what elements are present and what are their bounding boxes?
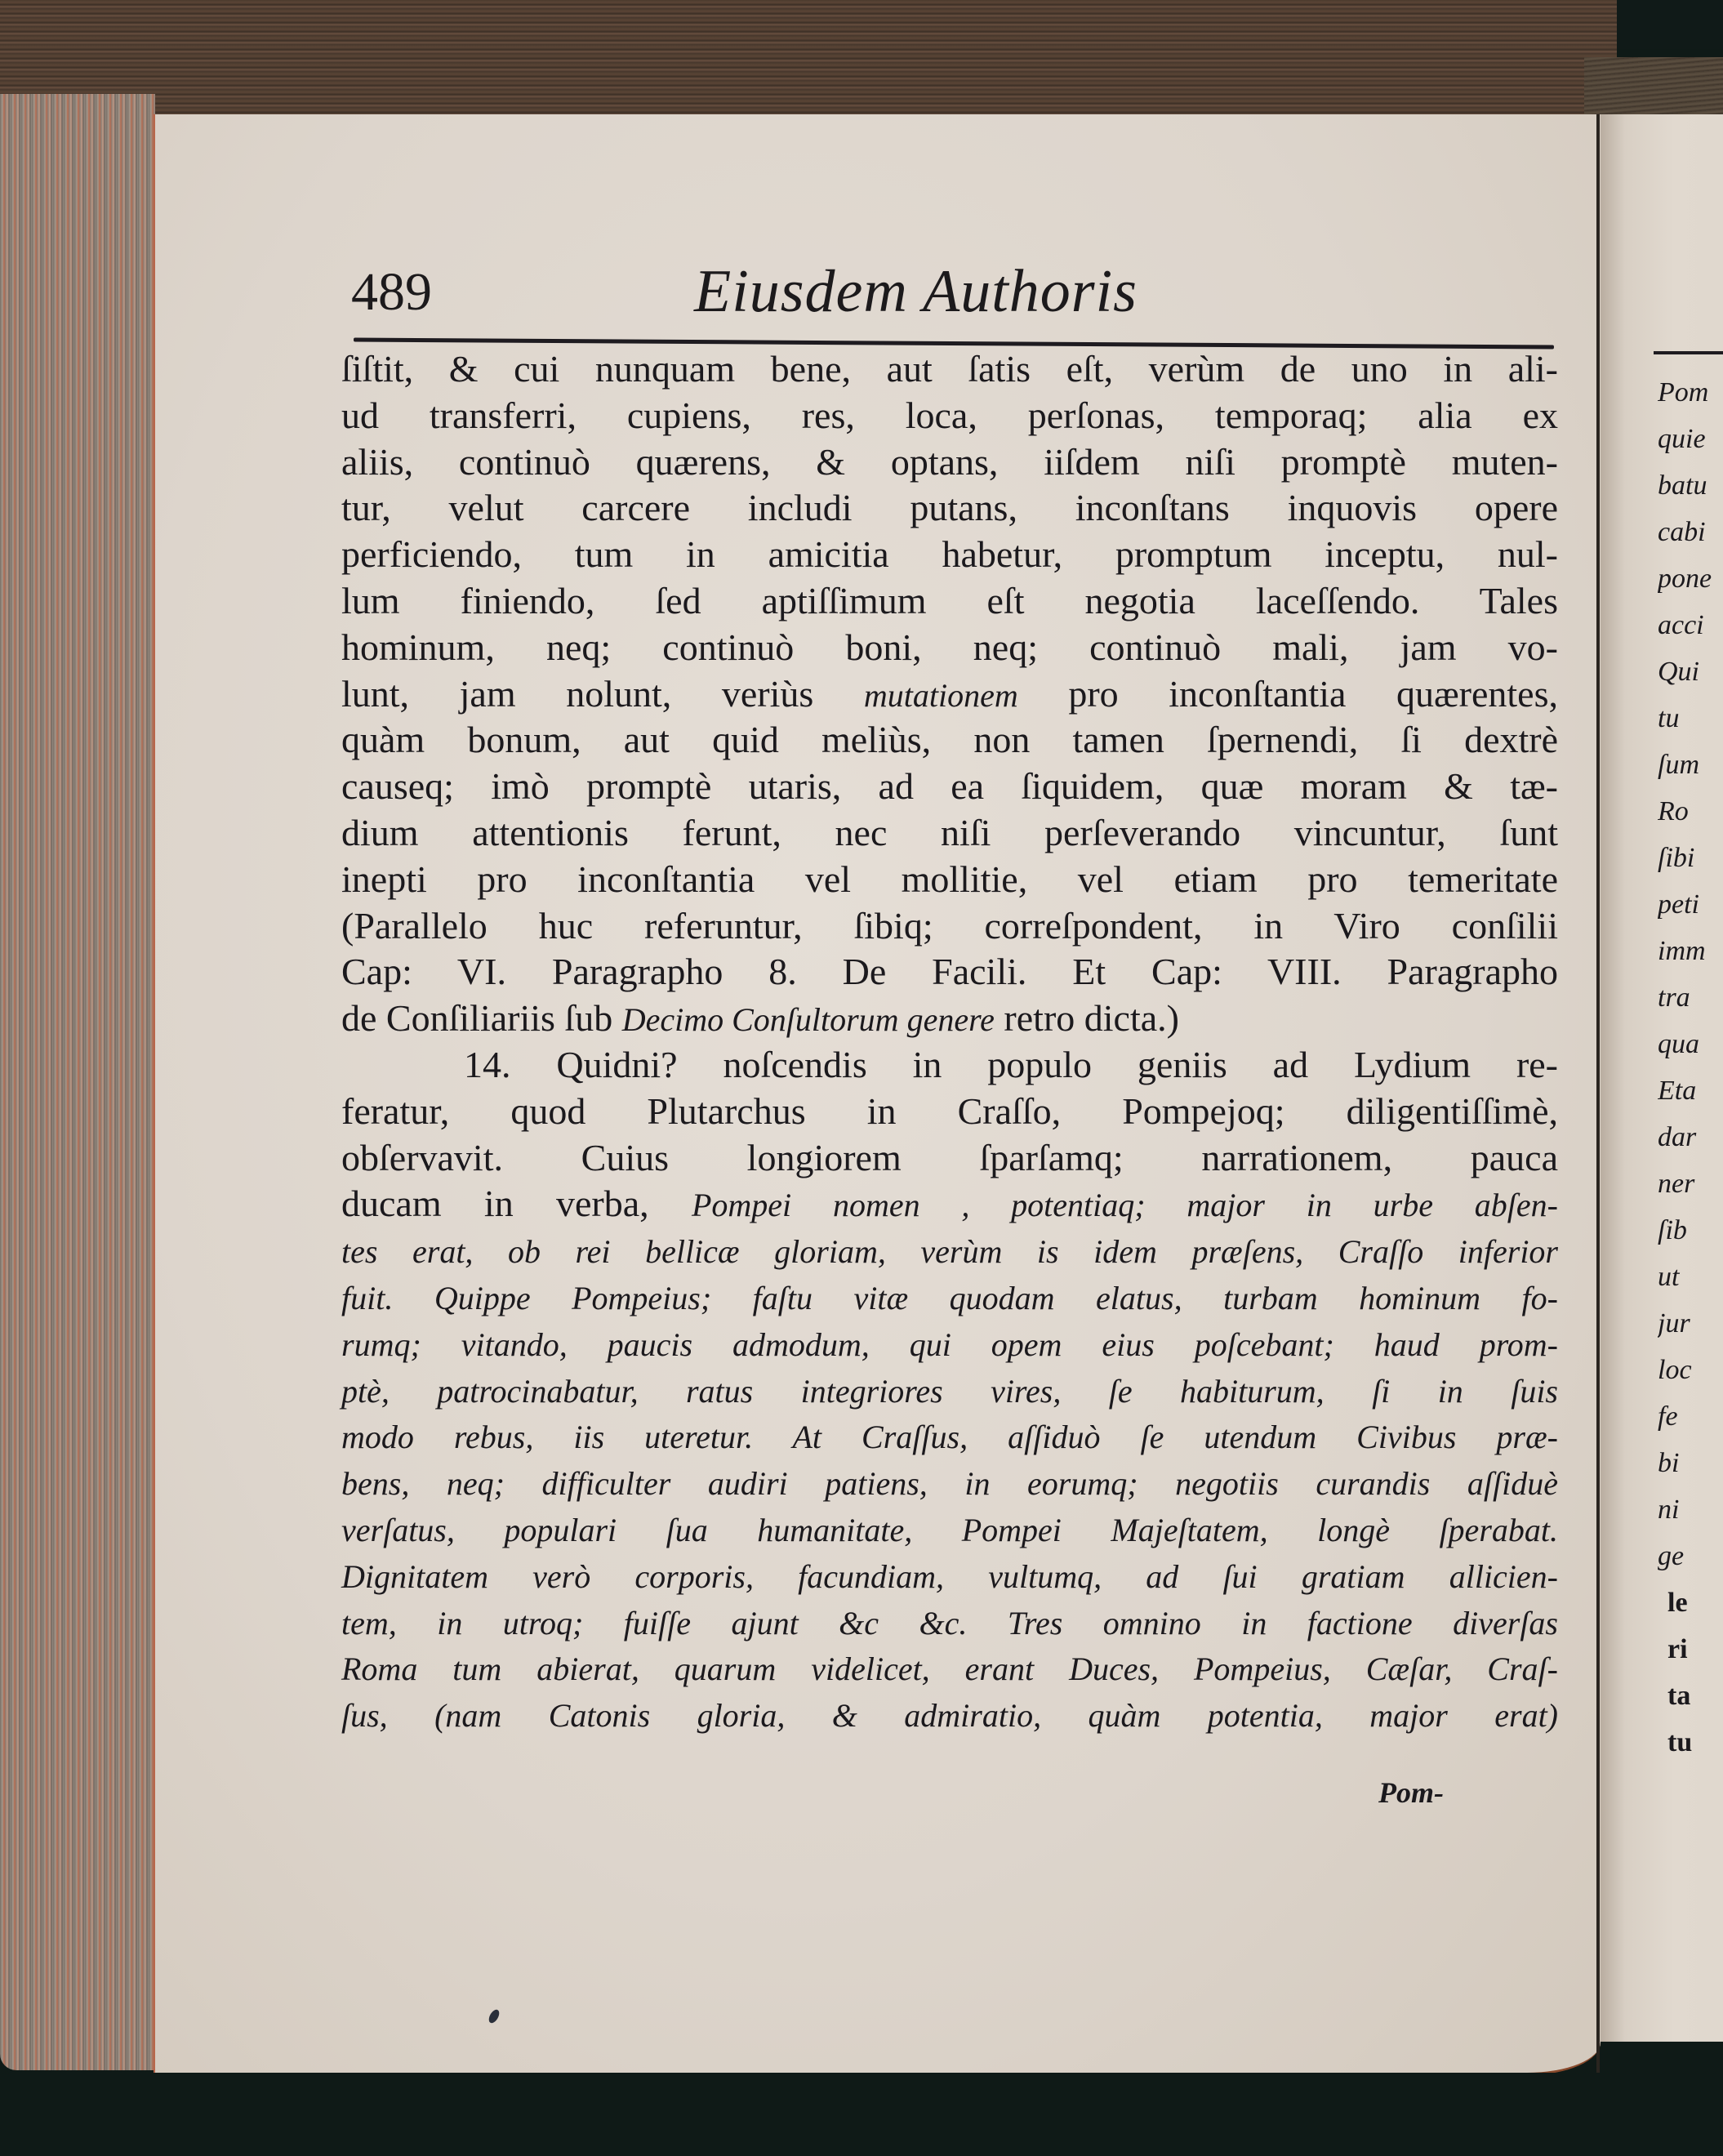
right-page-line-fragment: bi bbox=[1658, 1448, 1680, 1478]
italic-text-segment: tem, in utroq; fuiſſe ajunt &c &c. Tres omnino in factione diverſas bbox=[341, 1604, 1558, 1642]
text-line bbox=[341, 810, 1558, 857]
page-number: 489 bbox=[351, 262, 432, 322]
page-header bbox=[351, 257, 1560, 335]
text-segment: causeq; imò promptè utaris, ad ea ſiquidem, quæ moram & tæ- bbox=[341, 765, 1558, 808]
book-gutter bbox=[1596, 114, 1600, 2073]
italic-text-segment: ſus, (nam Catonis gloria, & admiratio, quàm potentia, major erat) bbox=[341, 1697, 1558, 1735]
text-line bbox=[341, 949, 1558, 996]
italic-text-segment: bens, neq; difficulter audiri patiens, in eorumq; negotiis curandis aſſiduè bbox=[341, 1465, 1558, 1503]
text-line bbox=[341, 1506, 1558, 1552]
right-page-line-fragment: ge bbox=[1658, 1541, 1685, 1571]
italic-text-segment: mutationem bbox=[863, 676, 1018, 714]
italic-text-segment: ptè, patrocinabatur, ratus integriores vires, ſe habiturum, ſi in ſuis bbox=[341, 1372, 1558, 1410]
text-line bbox=[341, 1089, 1558, 1135]
italic-text-segment: verſatus, populari ſua humanitate, Pompei Majeſtatem, longè ſperabat. bbox=[341, 1511, 1558, 1548]
right-book-top-edge bbox=[1584, 57, 1723, 122]
text-line bbox=[341, 439, 1558, 486]
italic-text-segment: tes erat, ob rei bellicæ gloriam, verùm is idem præſens, Craſſo inferior bbox=[341, 1233, 1558, 1271]
book-fore-edge bbox=[0, 94, 155, 2070]
background-bottom bbox=[0, 2073, 1723, 2156]
text-segment: aliis, continuò quærens, & optans, iiſdem niſi promptè muten- bbox=[341, 440, 1558, 483]
text-line bbox=[341, 393, 1558, 439]
right-page-line-fragment: ta bbox=[1667, 1681, 1691, 1711]
right-page-line-fragment: quie bbox=[1658, 424, 1706, 454]
right-page-line-fragment: imm bbox=[1658, 936, 1706, 966]
right-page-line-fragment: ſib bbox=[1658, 1215, 1687, 1245]
text-line bbox=[341, 1042, 1558, 1089]
text-segment: de Conſiliariis ſub bbox=[341, 997, 622, 1040]
right-page-line-fragment: fe bbox=[1658, 1401, 1678, 1432]
body-text bbox=[341, 346, 1558, 1738]
right-page-header-rule bbox=[1654, 351, 1723, 354]
text-line bbox=[341, 346, 1558, 393]
right-page-text bbox=[1658, 369, 1723, 1766]
right-page-line-fragment: ſum bbox=[1658, 750, 1699, 780]
right-page-line-fragment: pone bbox=[1658, 564, 1712, 594]
text-line bbox=[341, 671, 1558, 718]
text-line bbox=[341, 1321, 1558, 1367]
text-line bbox=[341, 996, 1558, 1042]
italic-text-segment: modo rebus, iis uteretur. At Craſſus, aſſiduò ſe utendum Civibus præ- bbox=[341, 1419, 1558, 1456]
right-page-line-fragment: tu bbox=[1658, 703, 1680, 733]
text-line bbox=[341, 578, 1558, 625]
text-line bbox=[341, 1181, 1558, 1227]
right-page-line-fragment: qua bbox=[1658, 1029, 1699, 1059]
right-page-line-fragment: ner bbox=[1658, 1169, 1695, 1199]
text-segment: perficiendo, tum in amicitia habetur, promptum inceptu, nul- bbox=[341, 533, 1558, 576]
text-segment: dium attentionis ferunt, nec niſi perſeverando vincuntur, ſunt bbox=[341, 811, 1558, 853]
text-line bbox=[341, 485, 1558, 532]
right-page-line-fragment: loc bbox=[1658, 1355, 1692, 1385]
right-page-line-fragment: le bbox=[1667, 1588, 1688, 1618]
right-page-line-fragment: Eta bbox=[1658, 1076, 1697, 1106]
right-page-line-fragment: batu bbox=[1658, 470, 1707, 501]
text-segment: Cap: VI. Paragrapho 8. De Facili. Et Cap: VIII. Paragrapho bbox=[341, 951, 1558, 993]
italic-text-segment: Decimo Conſultorum genere bbox=[621, 1001, 995, 1039]
text-line bbox=[341, 1413, 1558, 1459]
text-line bbox=[341, 1367, 1558, 1414]
right-page-line-fragment: Qui bbox=[1658, 657, 1699, 687]
text-line bbox=[341, 764, 1558, 810]
right-page-line-fragment: ni bbox=[1658, 1494, 1680, 1525]
text-segment: pro inconſtantia quærentes, bbox=[1017, 672, 1558, 715]
right-page-line-fragment: Ro bbox=[1658, 796, 1689, 826]
text-line bbox=[341, 1645, 1558, 1691]
text-segment: (Parallelo huc referuntur, ſibiq; correſpondent, in Viro conſilii bbox=[341, 904, 1558, 947]
text-segment: obſervavit. Cuius longiorem ſparſamq; narrationem, pauca bbox=[341, 1136, 1558, 1178]
text-line bbox=[341, 857, 1558, 903]
right-page-line-fragment: tra bbox=[1658, 982, 1690, 1013]
book-top-edge bbox=[0, 0, 1617, 122]
text-segment: lum finiendo, ſed aptiſſimum eſt negotia laceſſendo. Tales bbox=[341, 579, 1558, 621]
text-segment: ud transferri, cupiens, res, loca, perſonas, temporaq; alia ex bbox=[341, 394, 1558, 436]
text-line bbox=[341, 903, 1558, 950]
right-page-line-fragment: cabi bbox=[1658, 517, 1706, 547]
right-page-line-fragment: ut bbox=[1658, 1262, 1680, 1292]
text-line bbox=[341, 1691, 1558, 1738]
text-segment: quàm bonum, aut quid meliùs, non tamen ſpernendi, ſi dextrè bbox=[341, 719, 1558, 761]
text-segment: hominum, neq; continuò boni, neq; continuò mali, jam vo- bbox=[341, 626, 1558, 668]
right-page-line-fragment: jur bbox=[1658, 1308, 1690, 1339]
right-page-line-fragment: ſibi bbox=[1658, 843, 1695, 873]
text-segment: retro dicta.) bbox=[994, 997, 1179, 1040]
text-line bbox=[341, 1227, 1558, 1274]
text-line bbox=[341, 1274, 1558, 1321]
text-line bbox=[341, 1599, 1558, 1646]
right-page-line-fragment: ri bbox=[1667, 1634, 1688, 1664]
text-line bbox=[341, 532, 1558, 578]
italic-text-segment: rumq; vitando, paucis admodum, qui opem eius poſcebant; haud prom- bbox=[341, 1325, 1558, 1363]
text-segment: feratur, quod Plutarchus in Craſſo, Pompejoq; diligentiſſimè, bbox=[341, 1089, 1558, 1132]
text-line bbox=[341, 1135, 1558, 1182]
text-line bbox=[341, 717, 1558, 764]
right-page-line-fragment: tu bbox=[1667, 1727, 1693, 1757]
right-page-line-fragment: peti bbox=[1658, 889, 1699, 920]
text-segment: lunt, jam nolunt, veriùs bbox=[341, 672, 864, 715]
text-segment: inepti pro inconſtantia vel mollitie, vel etiam pro temeritate bbox=[341, 858, 1558, 900]
text-line bbox=[341, 1552, 1558, 1599]
right-page-line-fragment: dar bbox=[1658, 1122, 1697, 1152]
italic-text-segment: Pompei nomen , potentiaq; major in urbe abſen- bbox=[691, 1187, 1558, 1224]
right-page-line-fragment: acci bbox=[1658, 610, 1704, 640]
italic-text-segment: Dignitatem verò corporis, facundiam, vultumq, ad ſui gratiam allicien- bbox=[341, 1557, 1558, 1595]
text-segment: ſiſtit, & cui nunquam bene, aut ſatis eſt, verùm de uno in ali- bbox=[341, 348, 1558, 390]
text-segment: 14. Quidni? noſcendis in populo geniis ad Lydium re- bbox=[464, 1043, 1558, 1085]
right-page-line-fragment: Pom bbox=[1658, 377, 1709, 408]
italic-text-segment: Roma tum abierat, quarum videlicet, erant Duces, Pompeius, Cæſar, Craſ- bbox=[341, 1650, 1558, 1688]
italic-text-segment: fuit. Quippe Pompeius; faſtu vitæ quodam elatus, turbam hominum fo- bbox=[341, 1279, 1558, 1316]
running-head: Eiusdem Authoris bbox=[694, 258, 1138, 325]
text-segment: ducam in verba, bbox=[341, 1183, 692, 1225]
text-segment: tur, velut carcere includi putans, inconſtans inquovis opere bbox=[341, 487, 1558, 529]
text-line bbox=[341, 625, 1558, 671]
catchword: Pom- bbox=[1378, 1776, 1444, 1809]
text-line bbox=[341, 1459, 1558, 1506]
